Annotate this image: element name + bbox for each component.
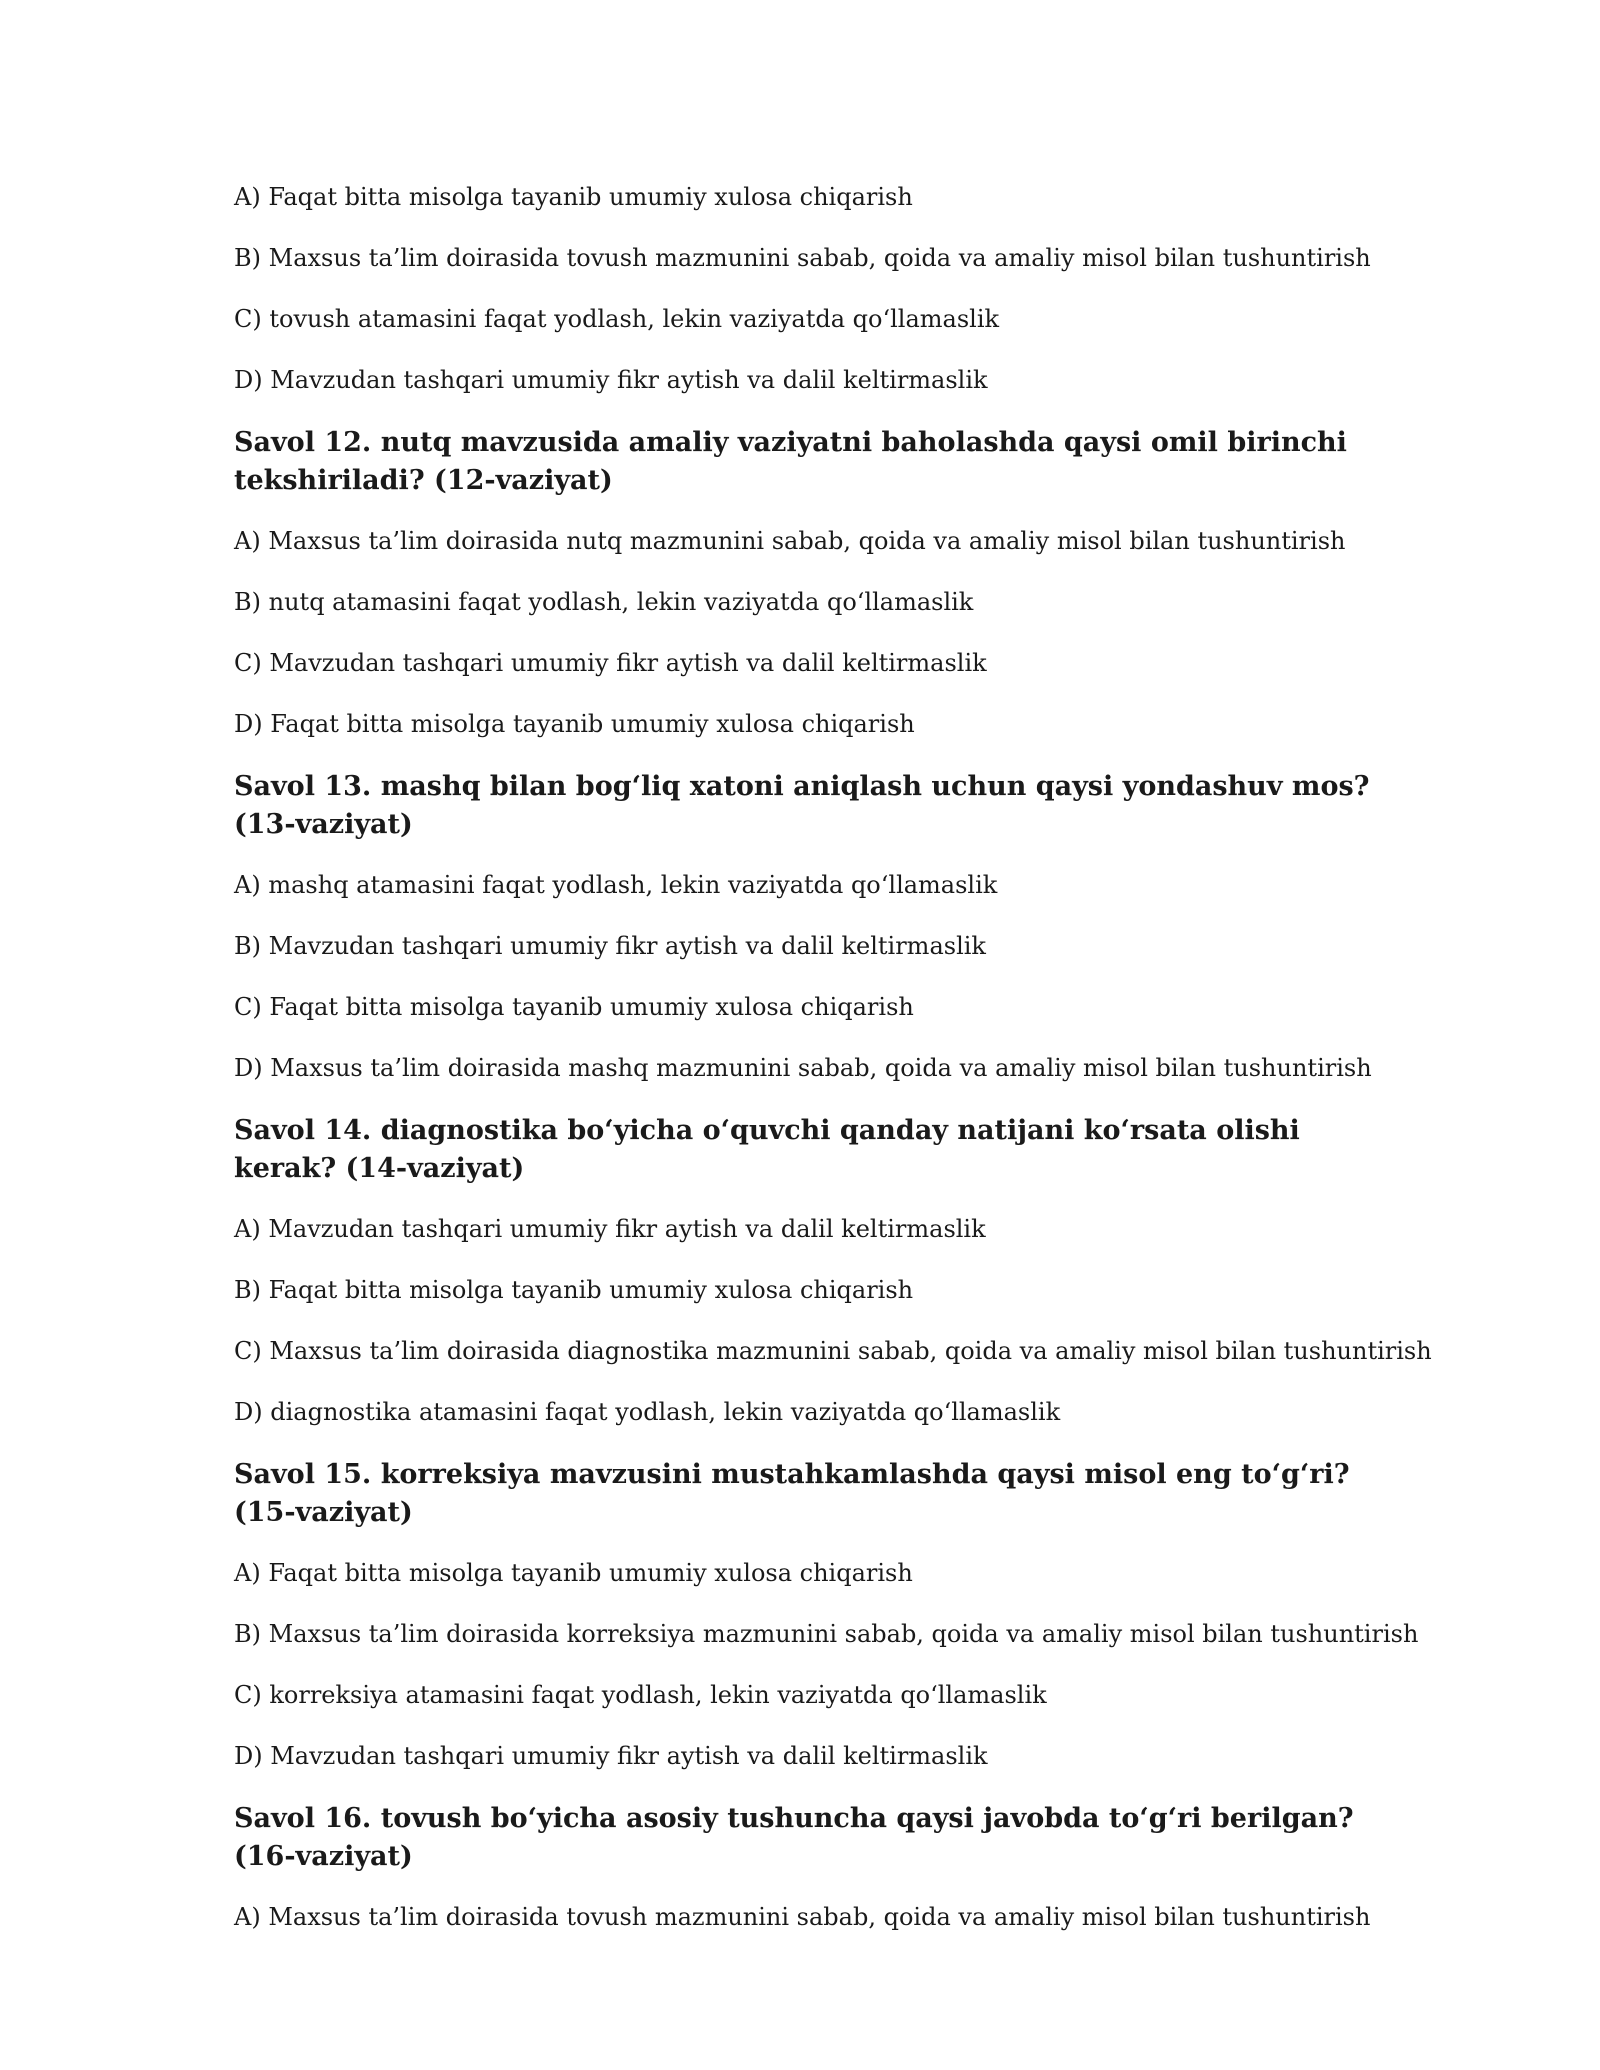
option-b: B) Faqat bitta misolga tayanib umumiy xulosa chiqarish bbox=[234, 1276, 914, 1304]
lead-options bbox=[234, 180, 1394, 397]
option-c: C) Maxsus ta’lim doirasida diagnostika mazmunini sabab, qoida va amaliy misol bilan tushuntirish bbox=[234, 1337, 1432, 1365]
option-c: C) korreksiya atamasini faqat yodlash, lekin vaziyatda qo‘llamaslik bbox=[234, 1681, 1047, 1709]
option-b: B) Maxsus ta’lim doirasida tovush mazmunini sabab, qoida va amaliy misol bilan tushuntirish bbox=[234, 244, 1371, 272]
option-a: A) mashq atamasini faqat yodlash, lekin vaziyatda qo‘llamaslik bbox=[234, 871, 998, 899]
option-d: D) Mavzudan tashqari umumiy fikr aytish va dalil keltirmaslik bbox=[234, 1742, 988, 1770]
option-d: D) Maxsus ta’lim doirasida mashq mazmunini sabab, qoida va amaliy misol bilan tushuntirish bbox=[234, 1054, 1372, 1082]
question-12 bbox=[234, 424, 1394, 741]
option-c: C) Faqat bitta misolga tayanib umumiy xulosa chiqarish bbox=[234, 993, 914, 1021]
option-c: C) tovush atamasini faqat yodlash, lekin vaziyatda qo‘llamaslik bbox=[234, 305, 1000, 333]
question-title: Savol 14. diagnostika bo‘yicha o‘quvchi qanday natijani ko‘rsata olishi kerak? (14-vaziyat) bbox=[234, 1115, 1300, 1184]
question-13 bbox=[234, 768, 1394, 1085]
option-a: A) Maxsus ta’lim doirasida tovush mazmunini sabab, qoida va amaliy misol bilan tushuntirish bbox=[234, 1903, 1371, 1931]
question-title: Savol 13. mashq bilan bog‘liq xatoni aniqlash uchun qaysi yondashuv mos? (13-vaziyat) bbox=[234, 771, 1370, 840]
document-page bbox=[234, 180, 1432, 1961]
option-a: A) Mavzudan tashqari umumiy fikr aytish va dalil keltirmaslik bbox=[234, 1215, 986, 1243]
question-title: Savol 12. nutq mavzusida amaliy vaziyatni baholashda qaysi omil birinchi tekshiriladi? (12-vaziyat) bbox=[234, 427, 1347, 496]
question-title: Savol 15. korreksiya mavzusini mustahkamlashda qaysi misol eng to‘g‘ri? (15-vaziyat) bbox=[234, 1459, 1350, 1528]
option-b: B) Mavzudan tashqari umumiy fikr aytish va dalil keltirmaslik bbox=[234, 932, 986, 960]
option-a: A) Faqat bitta misolga tayanib umumiy xulosa chiqarish bbox=[234, 183, 913, 211]
option-d: D) Faqat bitta misolga tayanib umumiy xulosa chiqarish bbox=[234, 710, 915, 738]
question-title: Savol 16. tovush bo‘yicha asosiy tushuncha qaysi javobda to‘g‘ri berilgan? (16-vaziyat) bbox=[234, 1803, 1354, 1872]
option-b: B) nutq atamasini faqat yodlash, lekin vaziyatda qo‘llamaslik bbox=[234, 588, 974, 616]
question-16 bbox=[234, 1800, 1394, 1934]
question-14 bbox=[234, 1112, 1432, 1429]
option-a: A) Faqat bitta misolga tayanib umumiy xulosa chiqarish bbox=[234, 1559, 913, 1587]
option-c: C) Mavzudan tashqari umumiy fikr aytish va dalil keltirmaslik bbox=[234, 649, 987, 677]
option-b: B) Maxsus ta’lim doirasida korreksiya mazmunini sabab, qoida va amaliy misol bilan tushuntirish bbox=[234, 1620, 1419, 1648]
option-d: D) Mavzudan tashqari umumiy fikr aytish va dalil keltirmaslik bbox=[234, 366, 988, 394]
question-15 bbox=[234, 1456, 1419, 1773]
option-a: A) Maxsus ta’lim doirasida nutq mazmunini sabab, qoida va amaliy misol bilan tushuntirish bbox=[234, 527, 1346, 555]
option-d: D) diagnostika atamasini faqat yodlash, lekin vaziyatda qo‘llamaslik bbox=[234, 1398, 1061, 1426]
